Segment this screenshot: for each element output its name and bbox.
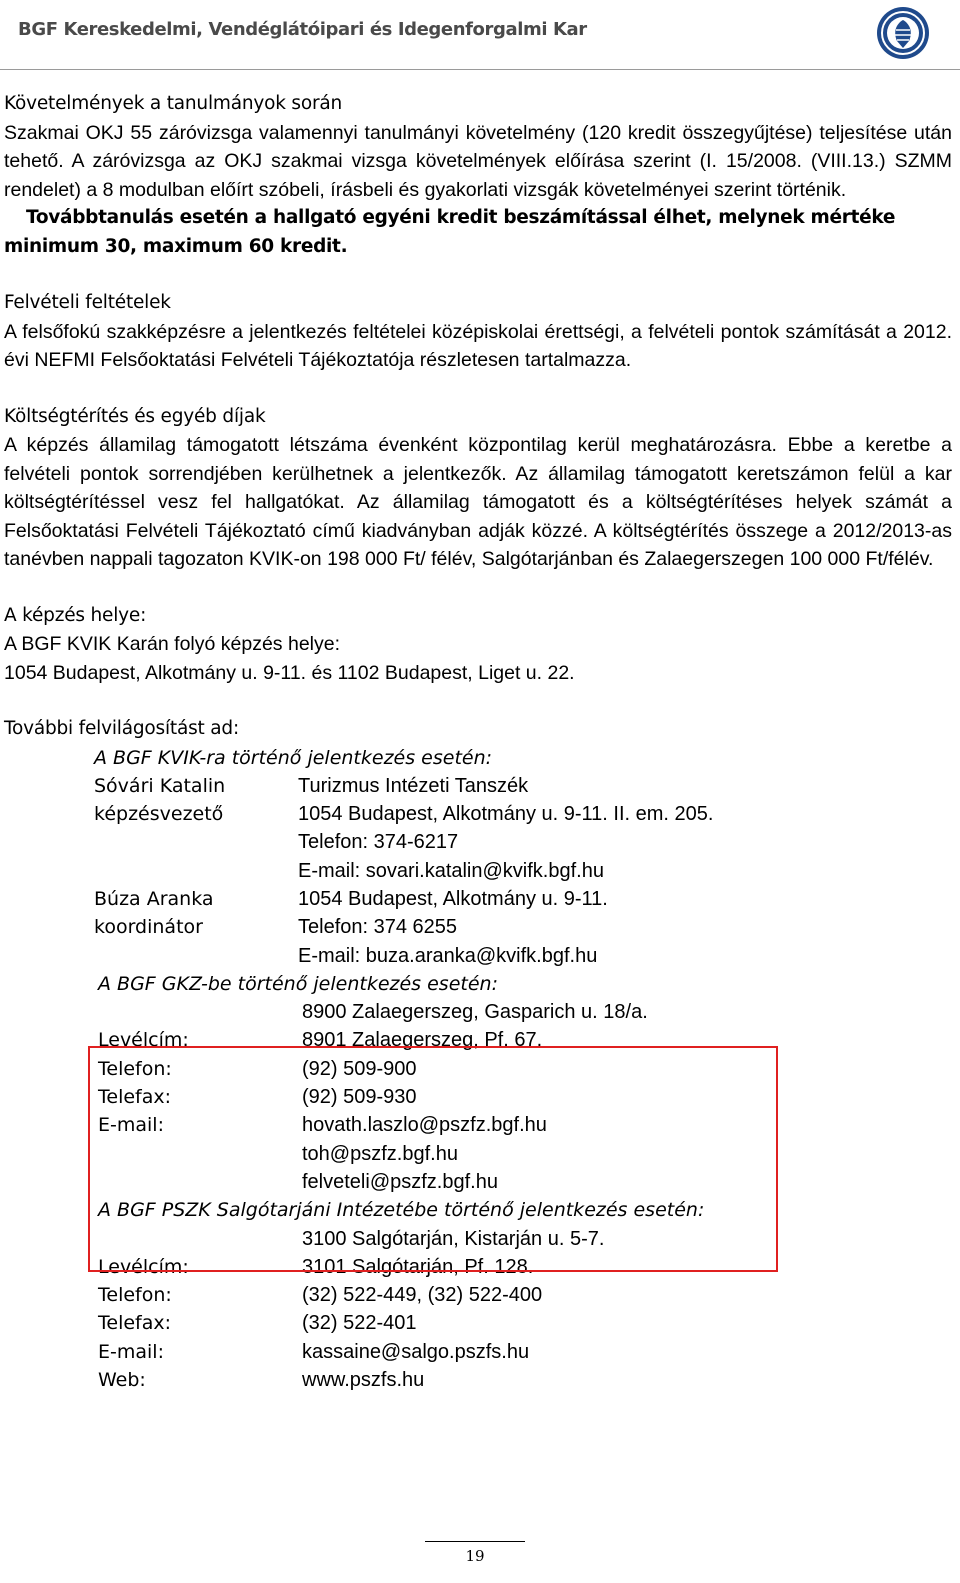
contact-value: Telefon: 374 6255	[298, 916, 458, 939]
contact-label: Búza Aranka	[94, 887, 214, 910]
contact-value: (32) 522-449, (32) 522-400	[302, 1284, 543, 1307]
contact-row	[94, 857, 952, 885]
contact-label: Telefax:	[98, 1312, 172, 1335]
info-heading: További felvilágosítást ad:	[4, 718, 239, 739]
contact-label	[98, 998, 302, 1026]
contact-value: Turizmus Intézeti Tanszék	[298, 774, 529, 797]
contact-row	[98, 1338, 952, 1366]
contact-row	[94, 913, 952, 941]
contact-value: 1054 Budapest, Alkotmány u. 9-11. II. em. 205.	[298, 803, 714, 826]
location-line-1: A BGF KVIK Karán folyó képzés helye:	[4, 633, 341, 655]
admission-body: A felsőfokú szakképzésre a jelentkezés feltételei középiskolai érettségi, a felvételi pontok számítását a 2012. évi NEFMI Felsőoktatási Felvételi Tájékoztatója részletesen tartalmazza.	[4, 320, 952, 371]
contact-label: E-mail:	[98, 1114, 164, 1137]
contact-label: Telefon:	[98, 1057, 172, 1080]
location-line-2: 1054 Budapest, Alkotmány u. 9-11. és 1102 Budapest, Liget u. 22.	[4, 661, 575, 684]
contact-value: 8901 Zalaegerszeg, Pf. 67.	[302, 1029, 543, 1052]
contact-label: Telefax:	[98, 1086, 172, 1109]
contact-label: Levélcím:	[98, 1029, 189, 1052]
contact-row	[98, 998, 952, 1026]
contact-email: felveteli@pszfz.bgf.hu	[302, 1170, 498, 1193]
contact-label: Levélcím:	[98, 1255, 189, 1278]
contact-label	[94, 942, 298, 970]
contact-label	[94, 857, 298, 885]
contact-web: www.pszfs.hu	[302, 1369, 425, 1392]
contact-row	[98, 1309, 952, 1337]
contact-value: 3100 Salgótarján, Kistarján u. 5-7.	[302, 1227, 605, 1250]
gkz-contact-title: A BGF GKZ-be történő jelentkezés esetén:	[98, 972, 498, 995]
requirements-heading: Követelmények a tanulmányok során	[4, 93, 343, 114]
requirements-body: Szakmai OKJ 55 záróvizsga valamennyi tanulmányi követelmény (120 kredit összegyűjtése) teljesítése után tehető. A záróvizsga az OKJ szakmai vizsga követelmények előírása szerint (I. 15/2008. (VIII.13.) SZMM rendelet) a 8 modulban előírt szóbeli, írásbeli és gyakorlati vizsgák követelményei szerint történik.	[4, 121, 952, 201]
fees-heading: Költségtérítés és egyéb díjak	[4, 405, 266, 427]
contact-email: E-mail: sovari.katalin@kvifk.bgf.hu	[298, 859, 604, 882]
contact-value: (92) 509-900	[302, 1057, 417, 1080]
contact-email: toh@pszfz.bgf.hu	[302, 1142, 458, 1165]
bgf-logo	[876, 6, 930, 60]
contact-label: Sóvári Katalin	[94, 774, 226, 797]
contact-label: Web:	[98, 1369, 146, 1392]
contact-label: képzésvezető	[94, 803, 224, 826]
contact-email: E-mail: buza.aranka@kvifk.bgf.hu	[298, 944, 598, 967]
fees-body: A képzés államilag támogatott létszáma évenként központilag kerül meghatározásra. Ebbe a keretbe a felvételi pontok sorrendjében kerülhetnek a jelentkezők. Az államilag támogatott keretszámon felül a kar költségtérítéssel vesz fel hallgatókat. Az államilag támogatott és a költségtérítéses helyek számát a Felsőoktatási Felvételi Tájékoztató című kiadványban adják közzé. A költségtérítés összege a 2012/2013-as tanévben nappali tagozaton KVIK-on 198 000 Ft/ félév, Salgótarjánban és Zalaegerszegen 100 000 Ft/félév.	[4, 434, 952, 570]
contact-value: (92) 509-930	[302, 1086, 417, 1109]
contact-label: koordinátor	[94, 916, 203, 939]
kvik-contact-title: A BGF KVIK-ra történő jelentkezés esetén:	[94, 746, 493, 769]
contact-row	[94, 942, 952, 970]
contact-value: Telefon: 374-6217	[298, 831, 459, 854]
contact-value: (32) 522-401	[302, 1312, 417, 1335]
contact-label: Telefon:	[98, 1284, 172, 1307]
contact-row	[98, 1281, 952, 1309]
contact-row	[94, 828, 952, 856]
contact-row	[94, 772, 952, 800]
footer-divider	[425, 1541, 525, 1542]
contact-label: E-mail:	[98, 1340, 164, 1363]
contact-value: 8900 Zalaegerszeg, Gasparich u. 18/a.	[302, 1001, 648, 1024]
contact-label	[94, 828, 298, 856]
kvik-contact-block	[94, 744, 952, 970]
contact-email: kassaine@salgo.pszfs.hu	[302, 1340, 530, 1363]
contact-row	[94, 800, 952, 828]
contact-row	[98, 1366, 952, 1394]
contact-value: 3101 Salgótarján, Pf. 128.	[302, 1255, 534, 1278]
contact-email: hovath.laszlo@pszfz.bgf.hu	[302, 1114, 547, 1137]
gkz-highlight-box	[88, 1046, 778, 1272]
pszk-contact-title: A BGF PSZK Salgótarjáni Intézetébe történő jelentkezés esetén:	[98, 1199, 705, 1222]
header-divider	[0, 69, 960, 70]
admission-heading: Felvételi feltételek	[4, 292, 171, 313]
requirements-note: Továbbtanulás esetén a hallgató egyéni kredit beszámítással élhet, melynek mértéke minimum 30, maximum 60 kredit.	[4, 207, 896, 257]
header-title: BGF Kereskedelmi, Vendéglátóipari és Idegenforgalmi Kar	[18, 19, 587, 40]
location-heading: A képzés helye:	[4, 604, 147, 626]
contact-value: 1054 Budapest, Alkotmány u. 9-11.	[298, 887, 608, 910]
contact-row	[94, 885, 952, 913]
page-number: 19	[465, 1547, 485, 1565]
